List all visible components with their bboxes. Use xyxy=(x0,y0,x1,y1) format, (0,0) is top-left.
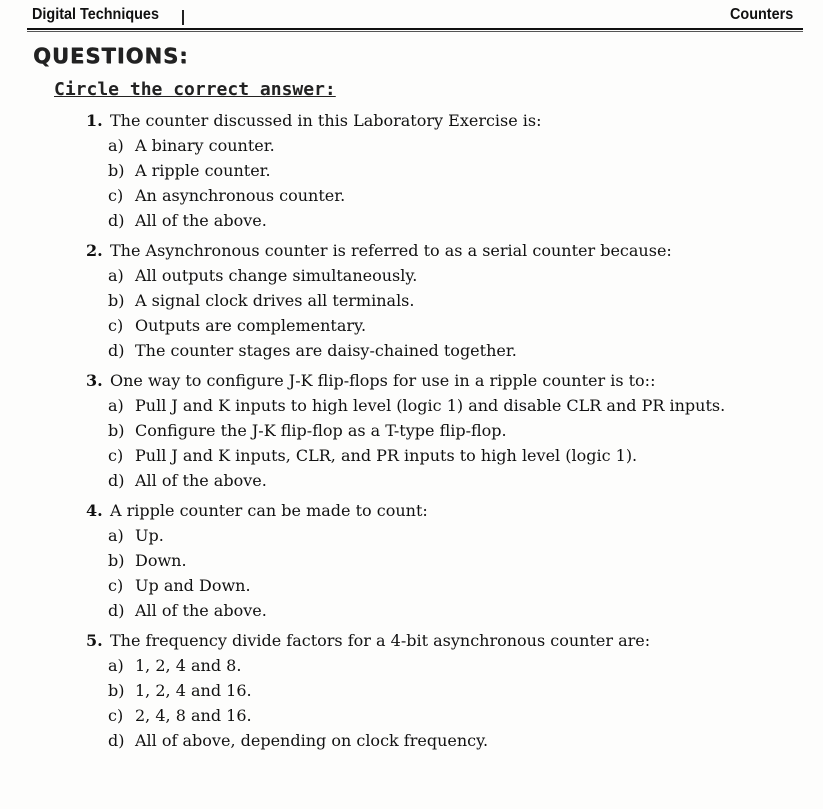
option-text: A signal clock drives all terminals. xyxy=(135,291,415,310)
option-text: 1, 2, 4 and 8. xyxy=(135,656,242,675)
question-1 xyxy=(86,108,786,233)
answer-option[interactable] xyxy=(86,418,786,443)
option-text: Configure the J-K flip-flop as a T-type flip-flop. xyxy=(135,421,507,440)
question-number: 3. xyxy=(86,371,103,390)
option-text: 1, 2, 4 and 16. xyxy=(135,681,252,700)
option-text: All of the above. xyxy=(135,471,267,490)
option-letter: b) xyxy=(108,551,125,570)
answer-option[interactable] xyxy=(86,393,786,418)
answer-option[interactable] xyxy=(86,523,786,548)
answer-option[interactable] xyxy=(86,443,786,468)
option-text: Up. xyxy=(135,526,164,545)
question-list xyxy=(86,108,786,758)
question-number: 4. xyxy=(86,501,103,520)
answer-option[interactable] xyxy=(86,573,786,598)
option-letter: a) xyxy=(108,266,124,285)
option-letter: d) xyxy=(108,211,125,230)
option-letter: a) xyxy=(108,526,124,545)
answer-option[interactable] xyxy=(86,728,786,753)
answer-option[interactable] xyxy=(86,548,786,573)
option-text: An asynchronous counter. xyxy=(135,186,346,205)
answer-option[interactable] xyxy=(86,288,786,313)
option-text: Pull J and K inputs, CLR, and PR inputs to high level (logic 1). xyxy=(135,446,638,465)
header-right-title: Counters xyxy=(729,6,793,23)
question-3 xyxy=(86,368,786,493)
answer-option[interactable] xyxy=(86,338,786,363)
option-text: All of the above. xyxy=(135,601,267,620)
option-text: All of the above. xyxy=(135,211,267,230)
instruction-text: Circle the correct answer: xyxy=(54,79,336,100)
question-text: The frequency divide factors for a 4-bit asynchronous counter are: xyxy=(110,631,651,650)
option-letter: b) xyxy=(108,291,125,310)
option-letter: c) xyxy=(108,576,124,595)
answer-option[interactable] xyxy=(86,653,786,678)
option-text: All of above, depending on clock frequency. xyxy=(135,731,489,750)
question-4 xyxy=(86,498,786,623)
option-letter: c) xyxy=(108,446,124,465)
header-left-title: Digital Techniques xyxy=(32,6,159,23)
option-letter: d) xyxy=(108,471,125,490)
option-text: The counter stages are daisy-chained together. xyxy=(135,341,517,360)
option-letter: c) xyxy=(108,316,124,335)
option-letter: b) xyxy=(108,161,125,180)
question-text: The Asynchronous counter is referred to as a serial counter because: xyxy=(110,241,672,260)
question-stem xyxy=(86,238,786,263)
option-text: Outputs are complementary. xyxy=(135,316,367,335)
question-number: 2. xyxy=(86,241,103,260)
question-stem xyxy=(86,108,786,133)
question-number: 5. xyxy=(86,631,103,650)
option-letter: b) xyxy=(108,421,125,440)
option-letter: d) xyxy=(108,731,125,750)
option-letter: d) xyxy=(108,341,125,360)
question-stem xyxy=(86,498,786,523)
answer-option[interactable] xyxy=(86,263,786,288)
question-stem xyxy=(86,628,786,653)
question-stem xyxy=(86,368,786,393)
option-letter: a) xyxy=(108,656,124,675)
option-text: All outputs change simultaneously. xyxy=(135,266,418,285)
option-text: Pull J and K inputs to high level (logic 1) and disable CLR and PR inputs. xyxy=(135,396,726,415)
answer-option[interactable] xyxy=(86,158,786,183)
answer-option[interactable] xyxy=(86,678,786,703)
option-letter: a) xyxy=(108,396,124,415)
answer-option[interactable] xyxy=(86,598,786,623)
option-text: A ripple counter. xyxy=(135,161,271,180)
option-text: Up and Down. xyxy=(135,576,251,595)
option-letter: b) xyxy=(108,681,125,700)
question-text: One way to configure J-K flip-flops for use in a ripple counter is to:: xyxy=(110,371,656,390)
answer-option[interactable] xyxy=(86,133,786,158)
header-divider-mark xyxy=(182,10,184,25)
header-rule xyxy=(27,28,803,30)
answer-option[interactable] xyxy=(86,703,786,728)
question-5 xyxy=(86,628,786,753)
answer-option[interactable] xyxy=(86,313,786,338)
option-letter: d) xyxy=(108,601,125,620)
option-text: Down. xyxy=(135,551,187,570)
page-header xyxy=(32,6,803,28)
option-text: A binary counter. xyxy=(135,136,275,155)
question-text: A ripple counter can be made to count: xyxy=(110,501,428,520)
answer-option[interactable] xyxy=(86,183,786,208)
question-2 xyxy=(86,238,786,363)
question-text: The counter discussed in this Laboratory Exercise is: xyxy=(110,111,542,130)
section-title: QUESTIONS: xyxy=(33,44,189,68)
header-rule-thin xyxy=(27,31,803,32)
answer-option[interactable] xyxy=(86,208,786,233)
answer-option[interactable] xyxy=(86,468,786,493)
option-letter: c) xyxy=(108,186,124,205)
question-number: 1. xyxy=(86,111,103,130)
option-text: 2, 4, 8 and 16. xyxy=(135,706,252,725)
option-letter: c) xyxy=(108,706,124,725)
option-letter: a) xyxy=(108,136,124,155)
